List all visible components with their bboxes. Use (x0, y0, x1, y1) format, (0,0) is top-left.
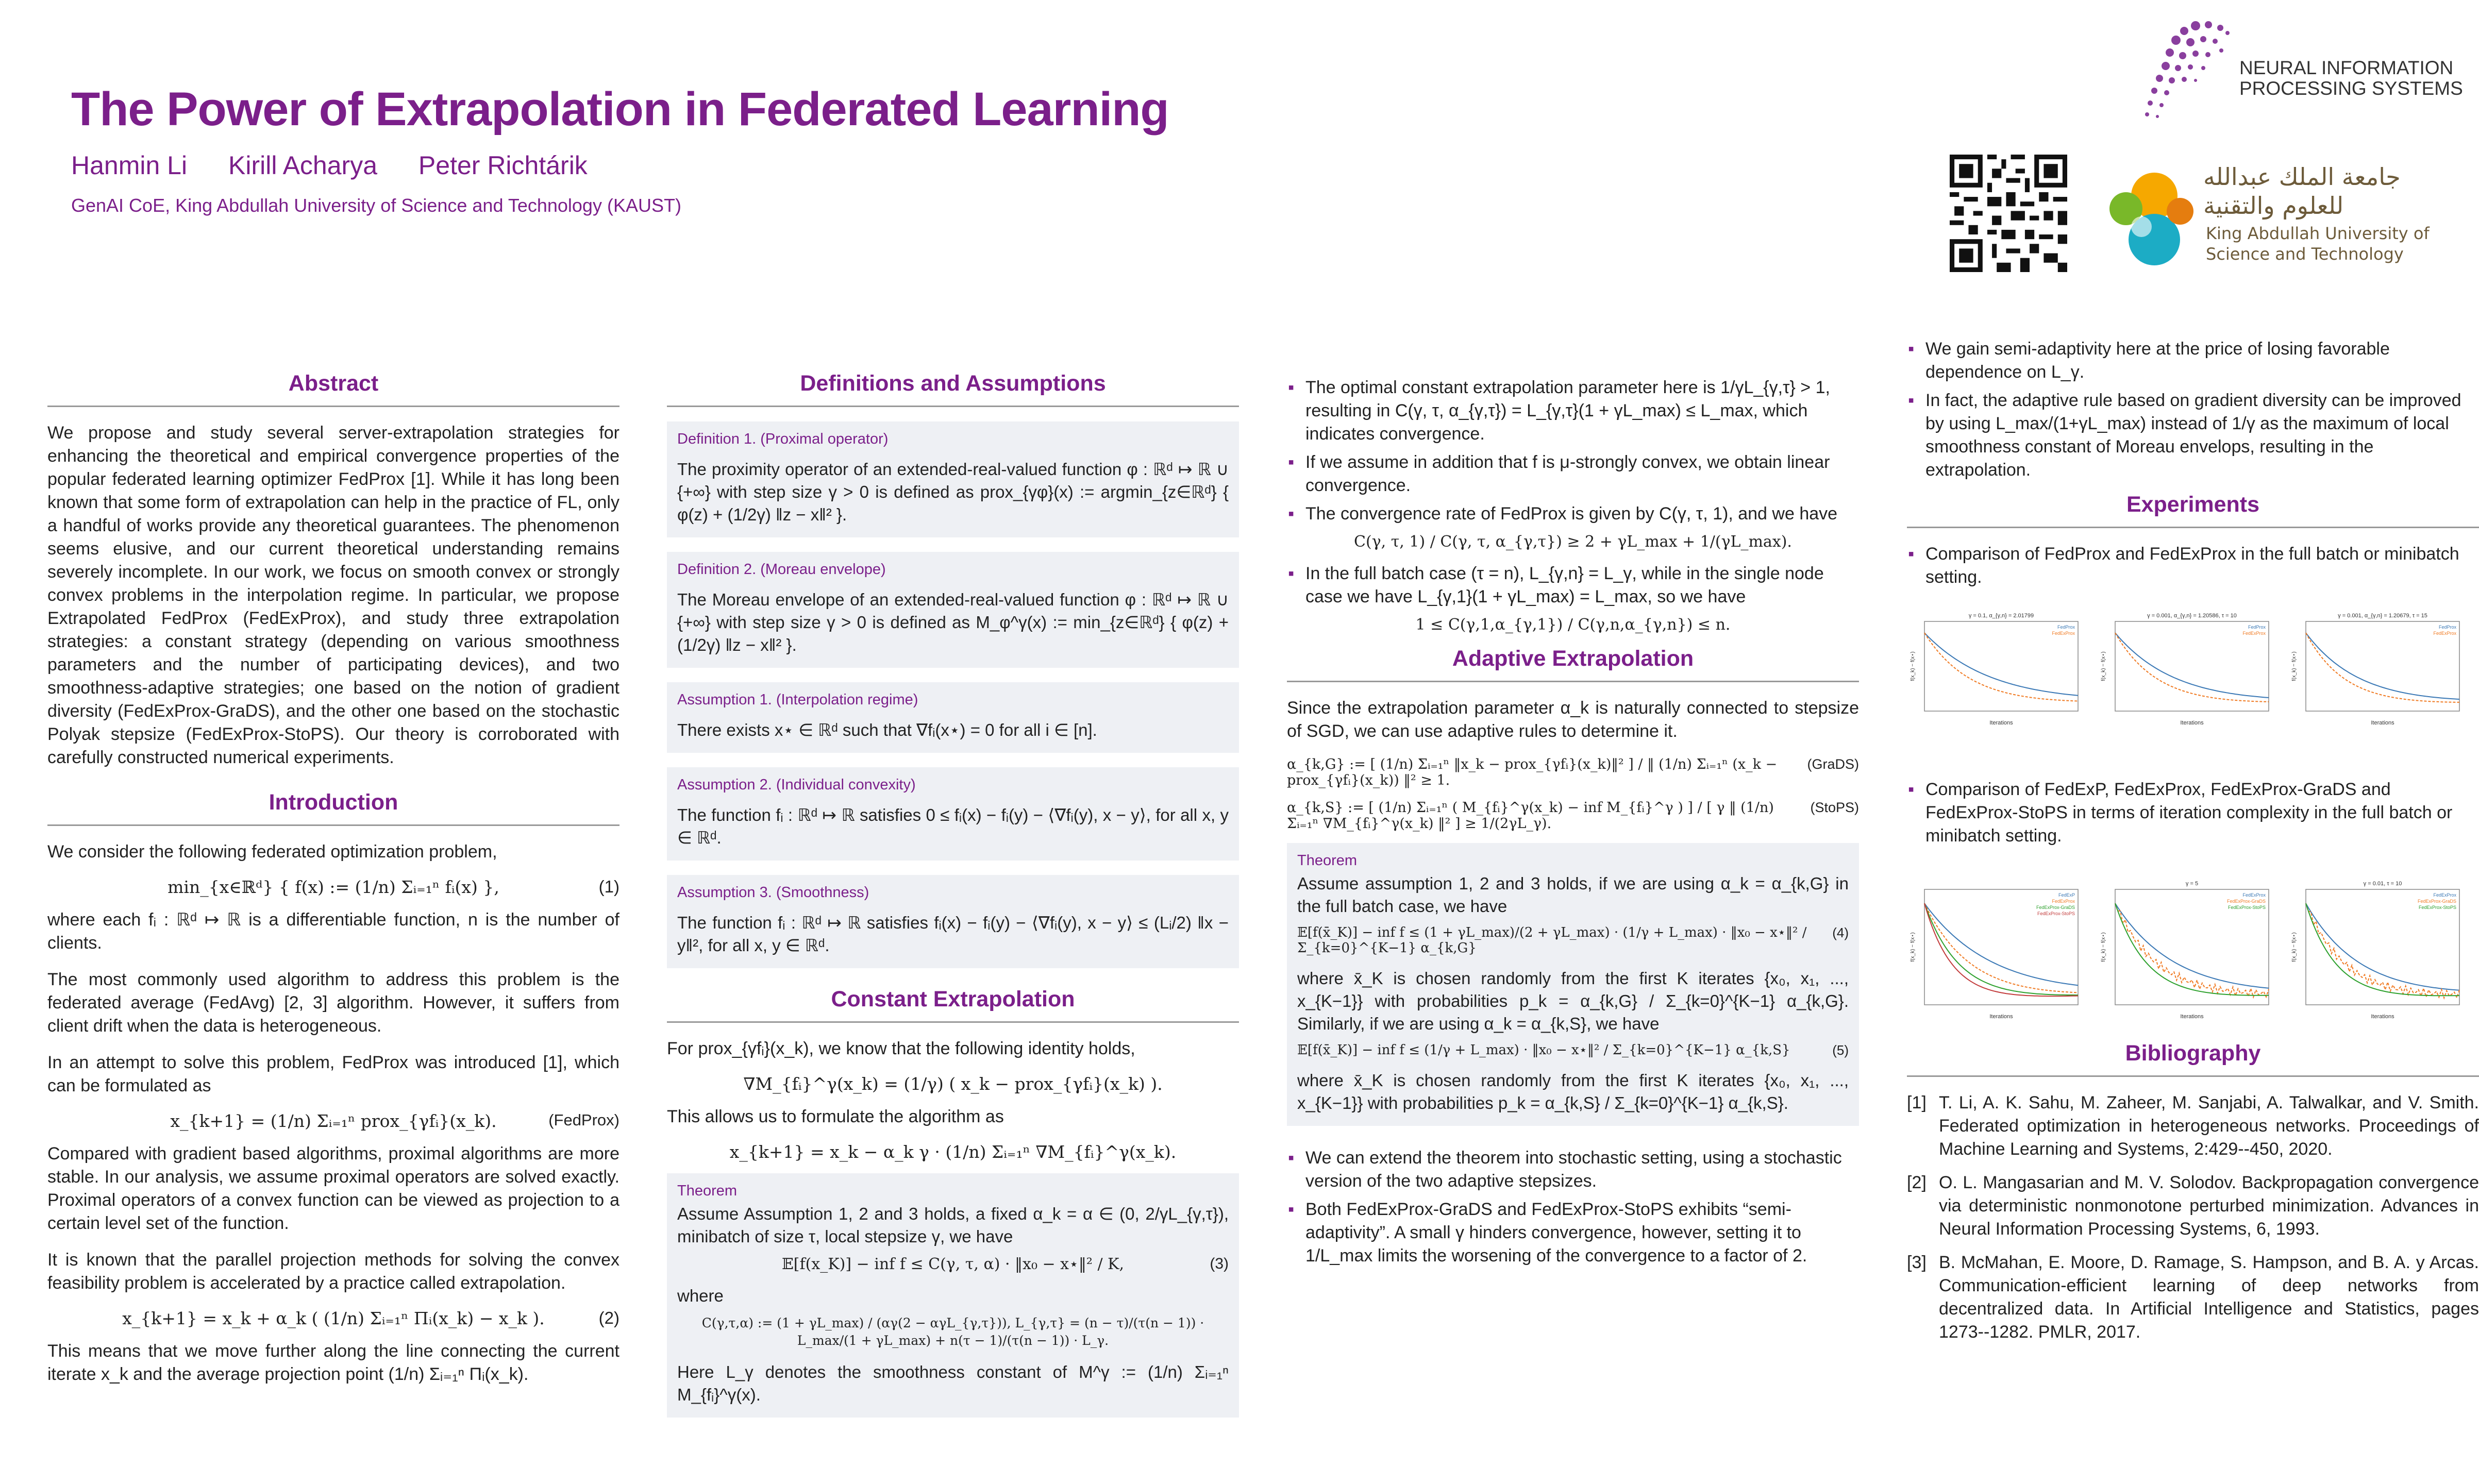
definition-box (667, 421, 1239, 537)
intro-paragraph: We consider the following federated optimization problem, (47, 842, 497, 862)
legend-entry: FedExP (2058, 892, 2075, 898)
bibliography-entry (1907, 1091, 2479, 1161)
equation-4 (1297, 925, 1849, 956)
equation-text: 𝔼[f(x̄_K)] − inf f ≤ (1 + γL_max)/(2 + γL_max) · (1/γ + L_max) · ‖x₀ − x⋆‖² / Σ_{k=0}^{K−1} α_{k,G} (1297, 925, 1807, 956)
intro-paragraph: The most commonly used algorithm to address this problem is the federated average (FedAvg) [2, 3] algorithm. However, it suffers from client drift when the data is heterogeneous. (47, 970, 619, 1036)
constant-paragraph: For prox_{γfᵢ}(x_k), we know that the following identity holds, (667, 1039, 1135, 1058)
abstract-heading: Abstract (47, 371, 619, 407)
plot-title: γ = 0.001, α_{γ,n} = 1.20679, τ = 15 (2338, 613, 2427, 619)
neurips-mark-icon (2118, 10, 2252, 134)
theorem-title: Theorem (1297, 852, 1358, 869)
equation-moreau-gradient: ∇M_{fᵢ}^γ(x_k) = (1/γ) ( x_k − prox_{γfᵢ}(x_k) ). (743, 1074, 1163, 1094)
legend-entry: FedProx (2438, 625, 2456, 630)
full-batch-remark (1287, 562, 1859, 609)
equation-5 (1297, 1042, 1849, 1058)
legend-entry: FedExProx (2433, 631, 2456, 636)
plot-title: γ = 0.1, α_{γ,n} = 2.01799 (1968, 613, 2034, 619)
equation-text: α_{k,G} := [ (1/n) Σᵢ₌₁ⁿ ‖x_k − prox_{γfᵢ}(x_k)‖² ] / ‖ (1/n) Σᵢ₌₁ⁿ (x_k − prox_{γfᵢ}(x_k)) ‖² ≥ 1. (1287, 756, 1778, 788)
experiment-plot (2101, 881, 2269, 1020)
list-item: ▪ Comparison of FedExP, FedExProx, FedExProx-GraDS and FedExProx-StoPS in terms of iteration complexity in the full batch or minibatch setting. (1907, 778, 2479, 848)
bib-text: B. McMahan, E. Moore, D. Ramage, S. Hampson, and B. A. y Arcas. Communication-efficient learning of deep networks from decentralized data. In Artificial Intelligence and Statistics, pages 1273--1282. PMLR, 2017. (1939, 1253, 2479, 1342)
legend-entry: FedExProx (2052, 899, 2075, 904)
legend-entry: FedExProx-StoPS (2227, 905, 2266, 910)
constant-remarks-list (1287, 376, 1859, 526)
experiment-plot (2291, 881, 2459, 1020)
legend-entry: FedExProx (2052, 631, 2075, 636)
list-item: ▪ Both FedExProx-GraDS and FedExProx-StoPS exhibits “semi-adaptivity”. A small γ hinders convergence, however, setting it to 1/L_max limits the worsening of the convergence to a factor of 2. (1287, 1198, 1859, 1268)
legend-entry: FedProx (2057, 625, 2075, 630)
x-axis-label: Iterations (2371, 1014, 2394, 1020)
equation-tag: (4) (1832, 925, 1849, 940)
kaust-mark-icon (2092, 167, 2196, 271)
bib-text: T. Li, A. K. Sahu, M. Zaheer, M. Sanjabi, A. Talwalkar, and V. Smith. Federated optimization in heterogeneous networks. Proceedings of Machine Learning and Systems, 2:429--450, 2020. (1939, 1093, 2479, 1159)
experiment-plot (2101, 613, 2269, 726)
equation-tag: (5) (1832, 1042, 1849, 1058)
abstract-text: We propose and study several server-extrapolation strategies for enhancing the theoretical and empirical convergence properties of the popular federated learning optimizer FedProx [1]. While it has long been known that some form of extrapolation can help in the practice of FL, only a handful of works provide any theoretical guarantees. The phenomenon seems elusive, and our current theoretical understanding remains severely incomplete. In our work, we focus on smooth convex or strongly convex problems in the interpolation regime. In particular, we propose Extrapolated FedProx (FedExProx), and study three extrapolation strategies: a constant strategy (depending on various smoothness parameters and the number of participating devices), and two smoothness-adaptive strategies; one based on the notion of gradient diversity (FedExProx-GraDS), and the other one based on the stochastic Polyak stepsize (FedExProx-StoPS). Our theory is corroborated with carefully constructed numerical experiments. (47, 423, 619, 767)
intro-paragraph: It is known that the parallel projection methods for solving the convex feasibility problem is accelerated by a practice called extrapolation. (47, 1250, 619, 1293)
theorem-text: where x̄_K is chosen randomly from the first K iterates {x₀, x₁, ..., x_{K−1}} with probabilities p_k = α_{k,S} / Σ_{k=0}^{K−1} α_{k,S}. (1297, 1071, 1849, 1112)
equation-tag: (3) (1210, 1255, 1229, 1272)
qr-code-icon[interactable] (1950, 155, 2067, 272)
y-axis-label: f(x_k) − f(x⋆) (1910, 651, 1916, 681)
intro-paragraph: In an attempt to solve this problem, FedProx was introduced [1], which can be formulated as (47, 1053, 619, 1095)
bib-number: [2] (1907, 1173, 1927, 1192)
definition-box (667, 552, 1239, 668)
author-name: Peter Richtárik (418, 151, 588, 180)
x-axis-label: Iterations (2180, 720, 2204, 726)
definition-title: Definition 1. (Proximal operator) (677, 431, 889, 447)
assumption-text: There exists x⋆ ∈ ℝᵈ such that ∇fᵢ(x⋆) = 0 for all i ∈ [n]. (677, 720, 1097, 739)
plot-title: γ = 0.01, τ = 10 (2363, 881, 2402, 887)
x-axis-label: Iterations (1989, 1014, 2013, 1020)
list-item: ▪ If we assume in addition that f is μ-strongly convex, we obtain linear convergence. (1287, 451, 1859, 497)
experiment-2-caption-block (1907, 778, 2479, 853)
assumption-text: The function fᵢ : ℝᵈ ↦ ℝ satisfies fᵢ(x) − fᵢ(y) − ⟨∇fᵢ(y), x − y⟩ ≤ (Lᵢ/2) ‖x − y‖², for all x, y ∈ ℝᵈ. (677, 913, 1229, 955)
legend-entry: FedExProx-StoPS (2418, 905, 2456, 910)
equation-tag: (GraDS) (1807, 756, 1859, 772)
theorem-text: Assume Assumption 1, 2 and 3 holds, a fixed α_k = α ∈ (0, 2/γL_{γ,τ}), minibatch of size τ, local stepsize γ, we have (677, 1204, 1229, 1246)
plot-title: γ = 0.001, α_{γ,n} = 1.20586, τ = 10 (2147, 613, 2237, 619)
experiment-row-1 (1907, 608, 2479, 732)
bib-number: [1] (1907, 1093, 1927, 1112)
definition-title: Definition 2. (Moreau envelope) (677, 561, 886, 578)
kaust-logo (2092, 162, 2453, 281)
legend-entry: FedExProx (2433, 892, 2456, 898)
equation-stops (1287, 800, 1859, 832)
experiment-plot (1910, 613, 2078, 726)
column-3 (1287, 376, 1859, 1273)
legend-entry: FedExProx-GraDS (2036, 905, 2075, 910)
column-2 (667, 371, 1239, 1432)
column-4 (1907, 338, 2479, 594)
semi-adaptivity-list (1907, 338, 2479, 482)
assumption-title: Assumption 2. (Individual convexity) (677, 777, 916, 793)
neurips-text-line1: NEURAL INFORMATION (2239, 57, 2454, 78)
kaust-arabic-name: جامعة الملك عبدالله للعلوم والتقنية (2203, 163, 2401, 220)
assumption-box (667, 875, 1239, 968)
equation-tag: (1) (598, 877, 619, 896)
kaust-name-line1: King Abdullah University of (2206, 224, 2430, 243)
equation-text: α_{k,S} := [ (1/n) Σᵢ₌₁ⁿ ( M_{fᵢ}^γ(x_k) − inf M_{fᵢ}^γ ) ] / [ γ ‖ (1/n) Σᵢ₌₁ⁿ ∇M_{fᵢ}^γ(x_k) ‖² ] ≥ 1/(2γL_γ). (1287, 800, 1774, 832)
equation-1 (47, 877, 619, 897)
y-axis-label: f(x_k) − f(x⋆) (1910, 932, 1916, 962)
equation-tag: (2) (598, 1308, 619, 1327)
equation-text: x_{k+1} = (1/n) Σᵢ₌₁ⁿ prox_{γfᵢ}(x_k). (170, 1111, 497, 1131)
legend-entry: FedExProx-GraDS (2417, 899, 2456, 904)
bib-number: [3] (1907, 1253, 1927, 1272)
assumption-box (667, 682, 1239, 753)
introduction-heading: Introduction (47, 790, 619, 826)
neurips-text-line2: PROCESSING SYSTEMS (2239, 78, 2463, 99)
adaptive-extrapolation-heading: Adaptive Extrapolation (1287, 646, 1859, 682)
equation-grads (1287, 756, 1859, 788)
equation-tag: (StoPS) (1810, 800, 1859, 815)
experiment-1-caption (1907, 543, 2479, 589)
experiment-row-2 (1907, 876, 2479, 1025)
poster-title: The Power of Extrapolation in Federated Learning (71, 83, 1169, 136)
y-axis-label: f(x_k) − f(x⋆) (2101, 932, 2106, 962)
definition-text: The proximity operator of an extended-real-valued function φ : ℝᵈ ↦ ℝ ∪ {+∞} with step size γ > 0 is defined as prox_{γφ}(x) := argmin_{z∈ℝᵈ} { φ(z) + (1/2γ) ‖z − x‖² }. (677, 460, 1229, 524)
legend-entry: FedProx (2248, 625, 2266, 630)
legend-entry: FedExProx-GraDS (2226, 899, 2266, 904)
assumption-text: The function fᵢ : ℝᵈ ↦ ℝ satisfies 0 ≤ fᵢ(x) − fᵢ(y) − ⟨∇fᵢ(y), x − y⟩, for all x, y ∈ ℝᵈ. (677, 805, 1229, 847)
equation-constants: C(γ,τ,α) := (1 + γL_max) / (αγ(2 − αγL_{γ,τ})), L_{γ,τ} = (n − τ)/(τ(n − 1)) · L_max/(1 + γL_max) + n(τ − 1)/(τ(n − 1)) · L_γ. (701, 1316, 1204, 1348)
theorem-where: where (677, 1286, 724, 1305)
legend-entry: FedExProx-StoPS (2037, 911, 2075, 916)
assumption-title: Assumption 1. (Interpolation regime) (677, 692, 918, 708)
theorem-text: where x̄_K is chosen randomly from the first K iterates {x₀, x₁, ..., x_{K−1}} with probabilities p_k = α_{k,G} / Σ_{k=0}^{K−1} α_{k,G}. Similarly, if we are using α_k = α_{k,S}, we have (1297, 969, 1849, 1033)
equation-tag: (FedProx) (548, 1111, 619, 1129)
list-item: ▪ The optimal constant extrapolation parameter here is 1/γL_{γ,τ} > 1, resulting in C(γ, τ, α_{γ,τ}) = L_{γ,τ}(1 + γL_max) ≤ L_max, which indicates convergence. (1287, 376, 1859, 446)
experiment-plots-row-1 (1907, 608, 2479, 732)
equation-text: 𝔼[f(x_K)] − inf f ≤ C(γ, τ, α) · ‖x₀ − x⋆‖² / K, (781, 1255, 1125, 1273)
equation-text: min_{x∈ℝᵈ} { f(x) := (1/n) Σᵢ₌₁ⁿ fᵢ(x) }, (167, 877, 499, 897)
intro-paragraph: This means that we move further along the line connecting the current iterate x_k and the average projection point (1/n) Σᵢ₌₁ⁿ Πᵢ(x_k). (47, 1341, 619, 1384)
bibliography-entry (1907, 1171, 2479, 1241)
equation-rate-ratio: C(γ, τ, 1) / C(γ, τ, α_{γ,τ}) ≥ 2 + γL_max + 1/(γL_max). (1354, 533, 1792, 551)
assumption-title: Assumption 3. (Smoothness) (677, 884, 869, 901)
experiment-plots-row-2 (1907, 876, 2479, 1025)
bib-text: O. L. Mangasarian and M. V. Solodov. Backpropagation convergence via deterministic nonmonotone perturbed minimization. Advances in Neural Information Processing Systems, 6, 1993. (1939, 1173, 2479, 1239)
affiliation: GenAI CoE, King Abdullah University of Science and Technology (KAUST) (71, 195, 681, 216)
equation-update: x_{k+1} = x_k − α_k γ · (1/n) Σᵢ₌₁ⁿ ∇M_{fᵢ}^γ(x_k). (729, 1142, 1177, 1162)
experiments-heading: Experiments (1907, 492, 2479, 528)
experiment-plot (1910, 889, 2078, 1020)
author-name: Kirill Acharya (228, 151, 378, 180)
definition-text: The Moreau envelope of an extended-real-valued function φ : ℝᵈ ↦ ℝ ∪ {+∞} with step size γ > 0 is defined as M_φ^γ(x) := min_{z∈ℝᵈ} { φ(z) + (1/2γ) ‖z − x‖² }. (677, 590, 1229, 654)
equation-text: 𝔼[f(x̄_K)] − inf f ≤ (1/γ + L_max) · ‖x₀ − x⋆‖² / Σ_{k=0}^{K−1} α_{k,S} (1297, 1042, 1790, 1058)
theorem-box (667, 1173, 1239, 1418)
list-item: ▪ The convergence rate of FedProx is given by C(γ, τ, 1), and we have (1287, 502, 1859, 526)
author-name: Hanmin Li (71, 151, 188, 180)
assumption-box (667, 767, 1239, 861)
equation-text: x_{k+1} = x_k + α_k ( (1/n) Σᵢ₌₁ⁿ Πᵢ(x_k) − x_k ). (122, 1308, 545, 1328)
adaptive-paragraph: Since the extrapolation parameter α_k is naturally connected to stepsize of SGD, we can use adaptive rules to determine it. (1287, 698, 1859, 741)
legend-entry: FedExProx (2242, 892, 2266, 898)
bibliography-block (1907, 1041, 2479, 1354)
experiment-plot (2291, 613, 2459, 726)
intro-paragraph: where each fᵢ : ℝᵈ ↦ ℝ is a differentiable function, n is the number of clients. (47, 910, 619, 953)
bibliography-heading: Bibliography (1907, 1041, 2479, 1077)
x-axis-label: Iterations (2180, 1014, 2204, 1020)
x-axis-label: Iterations (1989, 720, 2013, 726)
list-item: ▪ In the full batch case (τ = n), L_{γ,n} = L_γ, while in the single node case we have L_{γ,1}(1 + γL_max) = L_max, so we have (1287, 562, 1859, 609)
theorem-text: Assume assumption 1, 2 and 3 holds, if we are using α_k = α_{k,G} in the full batch case, we have (1297, 874, 1849, 916)
y-axis-label: f(x_k) − f(x⋆) (2101, 651, 2106, 681)
bibliography-entry (1907, 1251, 2479, 1344)
intro-paragraph: Compared with gradient based algorithms, proximal algorithms are more stable. In our analysis, we assume proximal operators are solved exactly. Proximal operators of a convex function can be viewed as projection to a certain level set of the function. (47, 1144, 619, 1233)
kaust-name-line2: Science and Technology (2206, 244, 2404, 264)
experiment-2-caption (1907, 778, 2479, 848)
adaptive-remarks-list (1287, 1146, 1859, 1268)
list-item: ▪ We gain semi-adaptivity here at the price of losing favorable dependence on L_γ. (1907, 338, 2479, 384)
y-axis-label: f(x_k) − f(x⋆) (2291, 651, 2297, 681)
equation-fedprox (47, 1111, 619, 1131)
constant-extrapolation-heading: Constant Extrapolation (667, 987, 1239, 1023)
plot-title: γ = 5 (2185, 881, 2199, 887)
equation-2 (47, 1308, 619, 1328)
theorem-title: Theorem (677, 1183, 738, 1199)
x-axis-label: Iterations (2371, 720, 2394, 726)
legend-entry: FedExProx (2242, 631, 2266, 636)
y-axis-label: f(x_k) − f(x⋆) (2291, 932, 2297, 962)
column-1 (47, 371, 619, 1399)
author-list (71, 150, 622, 180)
equation-full-batch: 1 ≤ C(γ,1,α_{γ,1}) / C(γ,n,α_{γ,n}) ≤ n. (1415, 616, 1731, 634)
equation-3 (677, 1255, 1229, 1273)
list-item: ▪ Comparison of FedProx and FedExProx in the full batch or minibatch setting. (1907, 543, 2479, 589)
neurips-logo (2118, 10, 2463, 134)
definitions-heading: Definitions and Assumptions (667, 371, 1239, 407)
constant-paragraph: This allows us to formulate the algorithm as (667, 1107, 1004, 1126)
theorem-box (1287, 843, 1859, 1126)
list-item: ▪ We can extend the theorem into stochastic setting, using a stochastic version of the two adaptive stepsizes. (1287, 1146, 1859, 1193)
theorem-tail: Here L_γ denotes the smoothness constant of M^γ := (1/n) Σᵢ₌₁ⁿ M_{fᵢ}^γ(x). (677, 1362, 1229, 1404)
list-item: ▪ In fact, the adaptive rule based on gradient diversity can be improved by using L_max/(1+γL_max) instead of 1/γ as the maximum of local smoothness constant of Moreau envelops, resulting in the extrapolation. (1907, 389, 2479, 482)
